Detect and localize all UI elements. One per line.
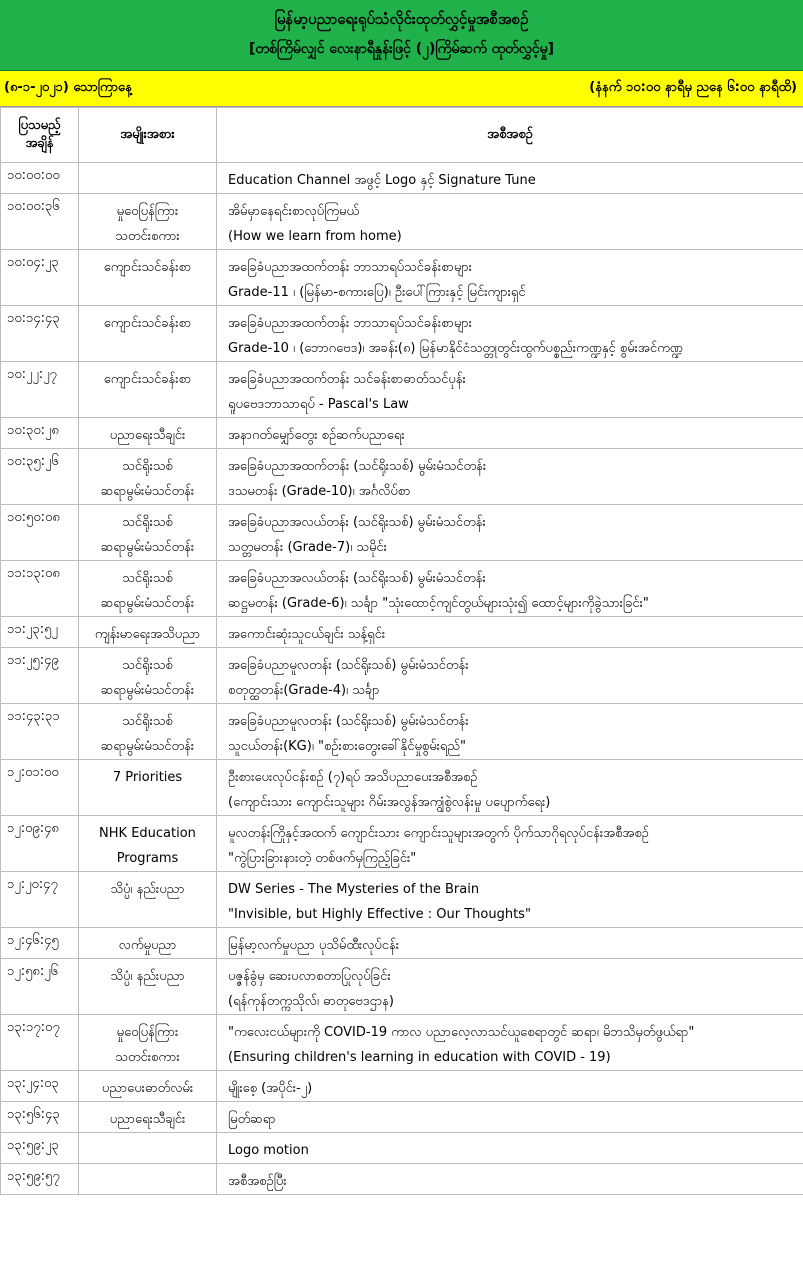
program-type: [79, 418, 217, 449]
program-description: [217, 505, 803, 561]
program-description: [217, 928, 803, 959]
program-type-line: 7 Priorities: [112, 770, 183, 785]
program-type: [79, 194, 217, 250]
program-line: သူငယ်တန်း(KG)၊ "စဉ်းစားတွေးခေါ်နိုင်မှုစွမ်းရည်": [228, 739, 466, 754]
program-type-line: သိပ္ပံ၊ နည်းပညာ: [110, 882, 185, 897]
column-header-program: အစီအစဉ်: [217, 108, 803, 163]
program-line: (How we learn from home): [228, 229, 402, 244]
program-type: [79, 1164, 217, 1195]
program-description: [217, 362, 803, 418]
table-row: [1, 1015, 803, 1071]
table-row: [1, 928, 803, 959]
program-line: အကောင်းဆုံးသူငယ်ချင်း သန့်ရှင်း: [228, 627, 386, 642]
program-description: [217, 561, 803, 617]
program-line: မျိုးစေ့ (အပိုင်း-၂): [228, 1081, 313, 1096]
program-line: ဦးစားပေးလုပ်ငန်းစဉ် (၇)ရပ် အသိပညာပေးအစီအစဉ်: [228, 770, 478, 785]
schedule-time: ၁၁:၁၃:၀၈: [1, 561, 79, 617]
table-row: [1, 362, 803, 418]
program-line: မူလတန်းကြိုနှင့်အထက် ကျောင်းသား ကျောင်းသူများအတွက် ပိုက်သာဂိုရလုပ်ငန်းအစီအစဉ်: [228, 826, 649, 841]
schedule-time: ၁၃:၅၆:၄၃: [1, 1102, 79, 1133]
program-line: Logo motion: [228, 1143, 309, 1158]
schedule-time: ၁၃:၅၉:၂၃: [1, 1133, 79, 1164]
program-type-line: သင်ရိုးသစ်: [122, 459, 173, 474]
program-type-line: ဆရာမွမ်းမံသင်တန်း: [100, 596, 195, 611]
program-description: [217, 250, 803, 306]
program-type-line: ပညာပေးဓာတ်လမ်း: [101, 1081, 194, 1096]
page-title: မြန်မာ့ပညာရေးရုပ်သံလိုင်းထုတ်လွှင့်မှုအစီအစဉ်: [274, 10, 529, 28]
program-line: ပဇ္ဇန်ခွံမှ ဆေးပလာစတာပြုလုပ်ခြင်း: [228, 969, 391, 984]
program-type-line: သင်ရိုးသစ်: [122, 571, 173, 586]
program-line: မြတ်ဆရာ: [228, 1112, 276, 1127]
program-description: [217, 617, 803, 648]
program-description: [217, 1102, 803, 1133]
program-line: ဒသမတန်း (Grade-10)၊ အင်္ဂလိပ်စာ: [228, 484, 411, 499]
program-line: အခြေခံပညာအထက်တန်း သင်ခန်းစာဓာတ်သင်ပုန်း: [228, 372, 466, 387]
schedule-time: ၁၃:၁၇:၀၇: [1, 1015, 79, 1071]
schedule-time: ၁၀:၅၀:၀၈: [1, 505, 79, 561]
program-line: အခြေခံပညာအထက်တန်း ဘာသာရပ်သင်ခန်းစာများ: [228, 316, 472, 331]
program-line: "ကွဲပြားခြားနားတဲ့ တစ်ဖက်မှကြည့်ခြင်း": [228, 851, 417, 866]
table-row: [1, 704, 803, 760]
program-type-line: ပညာရေးသီချင်း: [109, 1112, 186, 1127]
program-type-line: သတင်းစကား: [115, 229, 180, 244]
table-row: [1, 648, 803, 704]
program-line: (ကျောင်းသား ကျောင်းသူများ ဂိမ်းအလွန်အကျွံစွဲလန်းမှု ပပျောက်ရေး): [228, 795, 551, 810]
program-type: [79, 163, 217, 194]
table-row: [1, 760, 803, 816]
schedule-time: ၁၂:၀၉:၄၈: [1, 816, 79, 872]
program-type: [79, 648, 217, 704]
table-row: [1, 194, 803, 250]
program-description: [217, 1164, 803, 1195]
program-type-line: ဆရာမွမ်းမံသင်တန်း: [100, 683, 195, 698]
program-description: [217, 1133, 803, 1164]
schedule-time: ၁၁:၂၃:၅၂: [1, 617, 79, 648]
program-line: အိမ်မှာနေရင်းစာလုပ်ကြမယ်: [228, 204, 360, 219]
program-description: [217, 1015, 803, 1071]
schedule-time: ၁၀:၀၀:၀၀: [1, 163, 79, 194]
program-description: [217, 1071, 803, 1102]
column-header-time-line1: ပြသမည့်: [18, 118, 61, 133]
program-type-line: ဆရာမွမ်းမံသင်တန်း: [100, 739, 195, 754]
broadcast-date: (၈-၁-၂၀၂၁) သောကြာနေ့: [4, 80, 132, 95]
program-line: အခြေခံပညာမူလတန်း (သင်ရိုးသစ်) မွမ်းမံသင်တန်း: [228, 714, 469, 729]
program-description: [217, 418, 803, 449]
schedule-time: ၁၀:၂၂:၂၇: [1, 362, 79, 418]
program-type-line: သင်ရိုးသစ်: [122, 515, 173, 530]
program-line: အခြေခံပညာအထက်တန်း (သင်ရိုးသစ်) မွမ်းမံသင်တန်း: [228, 459, 487, 474]
program-type: [79, 362, 217, 418]
table-row: [1, 1071, 803, 1102]
program-type-line: ကျောင်းသင်ခန်းစာ: [103, 260, 192, 275]
schedule-time: ၁၀:၁၄:၄၃: [1, 306, 79, 362]
program-description: [217, 449, 803, 505]
program-type: [79, 1071, 217, 1102]
schedule-time: ၁၃:၂၄:၀၃: [1, 1071, 79, 1102]
program-description: [217, 163, 803, 194]
program-type: [79, 561, 217, 617]
program-line: မြန်မာ့လက်မှုပညာ ပုသိမ်ထီးလုပ်ငန်း: [228, 938, 400, 953]
program-type-line: ပညာရေးသီချင်း: [109, 428, 186, 443]
program-type-line: ကျောင်းသင်ခန်းစာ: [103, 316, 192, 331]
table-row: [1, 250, 803, 306]
program-type-line: ကျန်းမာရေးအသိပညာ: [94, 627, 201, 642]
table-row: [1, 449, 803, 505]
program-line: DW Series - The Mysteries of the Brain: [228, 882, 480, 897]
program-line: ရူပဗေဒဘာသာရပ် - Pascal's Law: [228, 397, 409, 412]
program-type-line: ဆရာမွမ်းမံသင်တန်း: [100, 540, 195, 555]
schedule-time: ၁၀:၃၀:၂၈: [1, 418, 79, 449]
schedule-time: ၁၁:၂၅:၄၉: [1, 648, 79, 704]
table-row: [1, 1133, 803, 1164]
table-row: [1, 617, 803, 648]
program-line: သတ္တမတန်း (Grade-7)၊ သမိုင်း: [228, 540, 387, 555]
program-description: [217, 816, 803, 872]
program-line: Grade-11 ၊ (မြန်မာ-စကားပြေ)၊ ဦးပေါ်ကြားနှင့် မြင်းကျားရှင်: [228, 285, 526, 300]
program-type-line: သင်ရိုးသစ်: [122, 714, 173, 729]
schedule-time: ၁၂:၀၁:၀၀: [1, 760, 79, 816]
program-type: [79, 306, 217, 362]
column-header-type: အမျိုးအစား: [79, 108, 217, 163]
program-type-line: မှုဝေပြန်ကြား: [116, 1025, 179, 1040]
program-type: [79, 816, 217, 872]
program-type-line: လက်မှုပညာ: [118, 938, 177, 953]
program-type: [79, 449, 217, 505]
program-type: [79, 760, 217, 816]
column-header-time-line2: အချိန်: [25, 136, 54, 151]
schedule-time: ၁၃:၅၉:၅၇: [1, 1164, 79, 1195]
program-type: [79, 617, 217, 648]
program-line: Grade-10 ၊ (ဘောဂဗေဒ)၊ အခန်း(၈) မြန်မာနိုင်ငံသတ္တုတွင်းထွက်ပစ္စည်းကဏ္ဍနှင့် စွမ်းအင်ကဏ္ဍ: [228, 341, 683, 356]
schedule-time: ၁၂:၄၆:၄၅: [1, 928, 79, 959]
program-type: [79, 1133, 217, 1164]
program-description: [217, 760, 803, 816]
program-line: "ကလေးငယ်များကို COVID-19 ကာလ ပညာလေ့လာသင်ယူစေရာတွင် ဆရာ၊ မိဘသိမှတ်ဖွယ်ရာ": [228, 1025, 695, 1040]
program-line: အခြေခံပညာအထက်တန်း ဘာသာရပ်သင်ခန်းစာများ: [228, 260, 472, 275]
table-header-row: [1, 108, 803, 163]
page-subtitle: [တစ်ကြိမ်လျှင် လေးနာရီနှုန်းဖြင့် (၂)ကြိမ်ဆက် ထုတ်လွှင့်မှု]: [248, 41, 555, 57]
program-line: အနာဂတ်မျှော်တွေး စဉ်ဆက်ပညာရေး: [228, 428, 405, 443]
program-line: အခြေခံပညာမူလတန်း (သင်ရိုးသစ်) မွမ်းမံသင်တန်း: [228, 658, 469, 673]
program-type: [79, 250, 217, 306]
program-type: [79, 704, 217, 760]
program-line: ဆဋ္ဌမတန်း (Grade-6)၊ သင်္ချာ "သုံးထောင့်ကျင်တွယ်များသုံး၍ ထောင့်များကိုခွဲသားခြင်း": [228, 596, 649, 611]
program-line: Education Channel အဖွင့် Logo နှင့် Signature Tune: [228, 173, 536, 188]
column-header-time: [1, 108, 79, 163]
broadcast-hours: (နံနက် ၁၀:၀၀ နာရီမှ ညနေ ၆:၀၀ နာရီထိ): [589, 80, 797, 95]
program-type-line: NHK Education: [99, 826, 196, 841]
schedule-table: [0, 107, 803, 1195]
program-line: "Invisible, but Highly Effective : Our Thoughts": [228, 907, 531, 922]
table-row: [1, 1164, 803, 1195]
program-type: [79, 928, 217, 959]
program-type-line: Programs: [116, 851, 179, 866]
program-type-line: သတင်းစကား: [115, 1050, 180, 1065]
table-row: [1, 1102, 803, 1133]
program-line: အစီအစဉ်ပြီး: [228, 1174, 287, 1189]
program-line: (Ensuring children's learning in education with COVID - 19): [228, 1050, 611, 1065]
table-row: [1, 163, 803, 194]
schedule-time: ၁၁:၄၃:၃၁: [1, 704, 79, 760]
table-row: [1, 959, 803, 1015]
program-line: အခြေခံပညာအလယ်တန်း (သင်ရိုးသစ်) မွမ်းမံသင်တန်း: [228, 515, 486, 530]
program-type: [79, 1102, 217, 1133]
table-row: [1, 816, 803, 872]
table-row: [1, 418, 803, 449]
table-row: [1, 505, 803, 561]
program-description: [217, 648, 803, 704]
title-banner: [0, 0, 803, 71]
schedule-time: ၁၂:၅၈:၂၆: [1, 959, 79, 1015]
program-type: [79, 505, 217, 561]
program-type-line: မှုဝေပြန်ကြား: [116, 204, 179, 219]
program-type-line: ဆရာမွမ်းမံသင်တန်း: [100, 484, 195, 499]
program-type-line: သင်ရိုးသစ်: [122, 658, 173, 673]
program-type-line: သိပ္ပံ၊ နည်းပညာ: [110, 969, 185, 984]
table-row: [1, 306, 803, 362]
program-description: [217, 872, 803, 928]
table-row: [1, 561, 803, 617]
date-bar: [0, 71, 803, 107]
program-line: အခြေခံပညာအလယ်တန်း (သင်ရိုးသစ်) မွမ်းမံသင်တန်း: [228, 571, 486, 586]
program-line: စတုတ္ထတန်း(Grade-4)၊ သင်္ချာ: [228, 683, 380, 698]
program-type-line: ကျောင်းသင်ခန်းစာ: [103, 372, 192, 387]
schedule-time: ၁၀:၃၅:၂၆: [1, 449, 79, 505]
program-type: [79, 1015, 217, 1071]
program-type: [79, 959, 217, 1015]
schedule-time: ၁၀:၀၀:၃၆: [1, 194, 79, 250]
table-row: [1, 872, 803, 928]
program-line: (ရန်ကုန်တက္ကသိုလ်၊ ဓာတုဗေဒဌာန): [228, 994, 394, 1009]
schedule-time: ၁၀:၀၄:၂၃: [1, 250, 79, 306]
program-type: [79, 872, 217, 928]
program-description: [217, 194, 803, 250]
program-description: [217, 704, 803, 760]
program-description: [217, 959, 803, 1015]
schedule-time: ၁၂:၂၀:၄၇: [1, 872, 79, 928]
program-description: [217, 306, 803, 362]
